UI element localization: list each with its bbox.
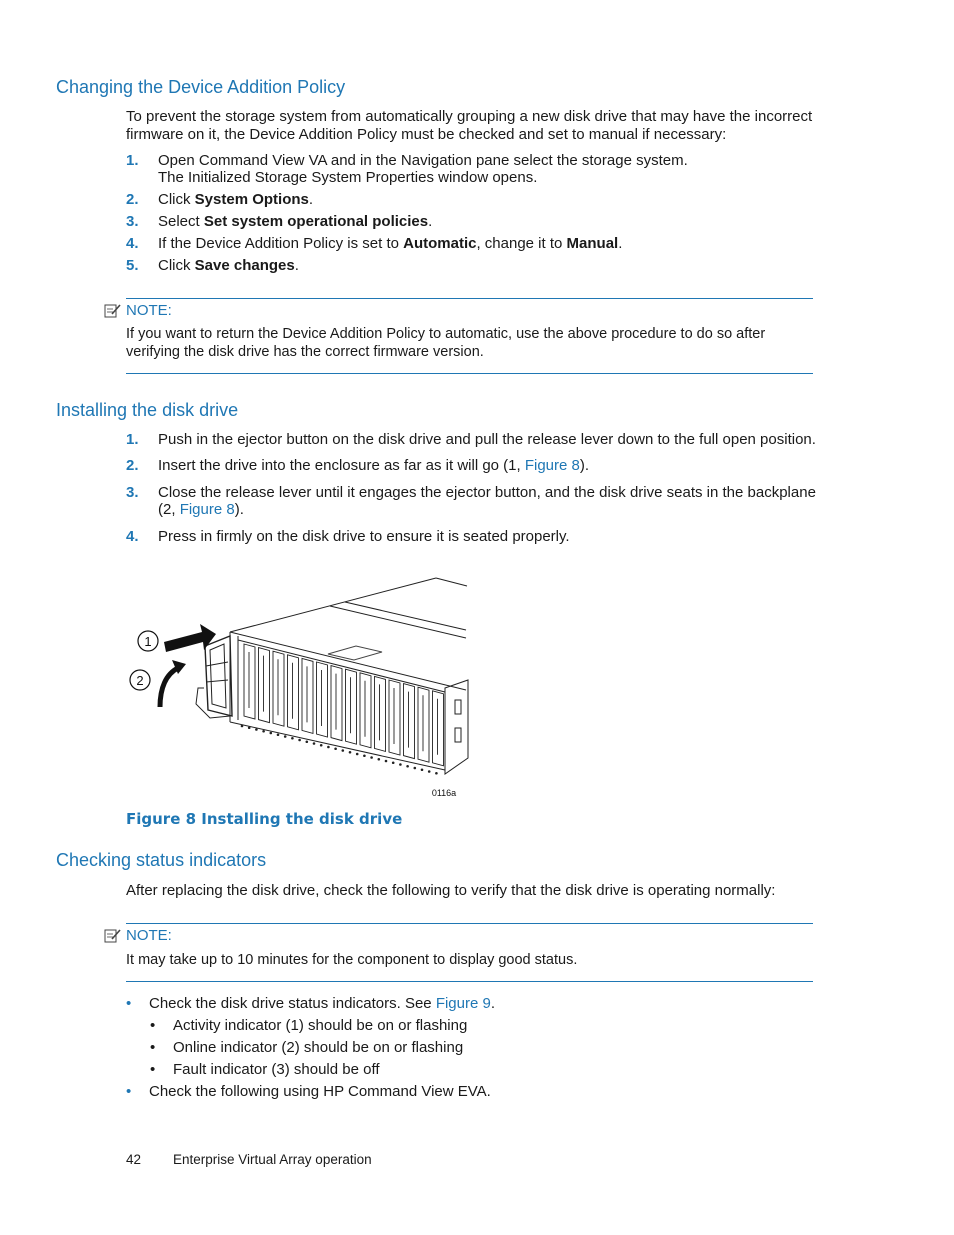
figure-8-link[interactable]: Figure 8 <box>524 457 580 474</box>
step-text-end: . <box>294 257 299 274</box>
bezel-vent <box>435 772 438 775</box>
step-text-cont: (2, <box>158 501 180 518</box>
drive-bay <box>259 648 270 723</box>
bezel-vent <box>342 749 345 752</box>
note-heading <box>104 302 172 319</box>
check-bullet-2 <box>126 1083 806 1101</box>
step-text: Insert the drive into the enclosure as far as it will go (1, <box>158 457 525 474</box>
step-number: 5. <box>126 257 139 274</box>
note-line2: verifying the disk drive has the correct firmware version. <box>126 344 484 360</box>
step-number: 2. <box>126 191 139 208</box>
install-step-4 <box>126 528 826 546</box>
disk-drive-enclosure-drawing <box>120 570 480 802</box>
drive-bay <box>288 655 299 730</box>
step-number: 4. <box>126 235 139 252</box>
sub-bullet-text: Activity indicator (1) should be on or flashing <box>173 1017 468 1034</box>
check-bullet-1 <box>126 995 806 1013</box>
figure-8-illustration <box>120 570 480 802</box>
note-label: NOTE: <box>126 302 172 319</box>
step-number: 3. <box>126 484 139 501</box>
bullet-text: Check the following using HP Command View EVA. <box>149 1083 491 1100</box>
bezel-vent <box>370 756 373 759</box>
step-number: 1. <box>126 152 139 169</box>
policy-step-2 <box>126 191 826 209</box>
bezel-vent <box>284 735 287 738</box>
note-pencil-icon <box>104 928 122 944</box>
bezel-vent <box>241 725 244 728</box>
bullet-text: Check the disk drive status indicators. See <box>149 995 436 1012</box>
step-text-end: ). <box>579 457 590 474</box>
step-text: Close the release lever until it engages the ejector button, and the disk drive seats in the backplane <box>158 484 816 501</box>
step-text: If the Device Addition Policy is set to <box>158 235 404 252</box>
drive-bay <box>375 676 386 751</box>
bullet-marker: • <box>126 995 132 1012</box>
drive-bay <box>244 644 255 719</box>
section-heading-installing: Installing the disk drive <box>56 400 239 420</box>
ui-term: Save changes <box>194 257 295 274</box>
page-number: 42 <box>126 1152 142 1167</box>
sub-bullet-fault <box>150 1061 650 1079</box>
sub-bullet-text: Online indicator (2) should be on or flashing <box>173 1039 464 1056</box>
step-number: 4. <box>126 528 139 545</box>
step-text: Push in the ejector button on the disk drive and pull the release lever down to the full open position. <box>158 431 816 448</box>
note-body <box>126 325 813 361</box>
step-text-end: . <box>308 191 314 208</box>
callout-2-label: 2 <box>136 673 144 688</box>
install-step-1 <box>126 431 826 449</box>
sub-bullet-marker: • <box>150 1017 156 1034</box>
bezel-vent <box>298 739 301 742</box>
bezel-vent <box>349 751 352 754</box>
step-result-text: The Initialized Storage System Properties window opens. <box>158 169 538 186</box>
bezel-vent <box>378 758 381 761</box>
step-text-end: . <box>618 235 623 252</box>
step-number: 3. <box>126 213 139 230</box>
section-heading-checking-status: Checking status indicators <box>56 850 267 870</box>
push-arrow-icon <box>164 624 216 652</box>
bezel-vent <box>262 730 265 733</box>
sub-bullet-marker: • <box>150 1061 156 1078</box>
policy-intro-line1: To prevent the storage system from automatically grouping a new disk drive that may have the incorrect <box>126 108 813 125</box>
figure-8-caption: Figure 8 Installing the disk drive <box>126 810 403 828</box>
note-pencil-icon <box>104 303 122 319</box>
drive-bay <box>404 684 415 759</box>
sub-bullet-text: Fault indicator (3) should be off <box>173 1061 380 1078</box>
bullet-text-end: . <box>490 995 496 1012</box>
drive-bay <box>389 680 400 755</box>
drive-bay <box>317 662 328 737</box>
bezel-vent <box>399 763 402 766</box>
drive-bay <box>346 669 357 744</box>
policy-step-3 <box>126 213 826 231</box>
ui-term: System Options <box>194 191 309 208</box>
drive-bay <box>302 658 313 733</box>
figure-8-link[interactable]: Figure 8 <box>179 501 235 518</box>
note-bottom-rule <box>126 373 813 374</box>
drive-bay <box>331 666 342 741</box>
install-step-2 <box>126 457 826 475</box>
note2-heading <box>104 927 172 944</box>
install-step-3 <box>126 484 826 520</box>
policy-step-5 <box>126 257 826 275</box>
sub-bullet-marker: • <box>150 1039 156 1056</box>
bezel-vent <box>385 760 388 763</box>
figure-image-id: 0116a <box>431 788 457 798</box>
step-text: Select <box>158 213 204 230</box>
bezel-vent <box>320 744 323 747</box>
note-label: NOTE: <box>126 927 172 944</box>
bezel-vent <box>306 740 309 743</box>
drive-bay <box>273 651 284 726</box>
step-text-end: ). <box>234 501 244 518</box>
bezel-vent <box>277 733 280 736</box>
drive-bay <box>418 687 429 762</box>
bezel-vent <box>363 754 366 757</box>
note2-bottom-rule <box>126 981 813 982</box>
step-number: 1. <box>126 431 139 448</box>
lever-arrow-icon <box>160 668 178 707</box>
policy-step-1 <box>126 152 826 188</box>
step-text-mid: , change it to <box>476 235 567 252</box>
bezel-vent <box>270 732 273 735</box>
step-number: 2. <box>126 457 139 474</box>
note2-top-rule <box>126 923 813 924</box>
ui-term: Set system operational policies <box>203 213 429 230</box>
policy-step-4 <box>126 235 826 253</box>
callout-1-label: 1 <box>144 634 152 649</box>
step-text: Click <box>158 257 195 274</box>
note-line1: If you want to return the Device Addition Policy to automatic, use the above procedure to do so after <box>126 326 766 342</box>
sub-bullet-activity <box>150 1017 650 1035</box>
step-text: Click <box>158 191 195 208</box>
step-text: Press in firmly on the disk drive to ensure it is seated properly. <box>158 528 570 545</box>
checking-intro: After replacing the disk drive, check the following to verify that the disk drive is operating normally: <box>126 882 776 899</box>
drive-bay <box>433 691 444 766</box>
bezel-vent <box>327 746 330 749</box>
footer-title: Enterprise Virtual Array operation <box>173 1152 372 1167</box>
step-text: Open Command View VA and in the Navigation pane select the storage system. <box>158 152 688 169</box>
ui-term: Manual <box>566 235 619 252</box>
bezel-vent <box>313 742 316 745</box>
policy-intro <box>126 108 826 144</box>
bullet-marker: • <box>126 1083 132 1100</box>
bezel-vent <box>414 767 417 770</box>
figure-9-link[interactable]: Figure 9 <box>435 995 491 1012</box>
ui-term: Automatic <box>403 235 477 252</box>
policy-intro-line2: firmware on it, the Device Addition Policy must be checked and set to manual if necessary: <box>126 126 727 143</box>
bezel-vent <box>291 737 294 740</box>
bezel-vent <box>392 761 395 764</box>
drive-bay <box>360 673 371 748</box>
bezel-vent <box>406 765 409 768</box>
step-text-end: . <box>428 213 433 230</box>
section-heading-device-addition-policy: Changing the Device Addition Policy <box>56 77 346 97</box>
bezel-vent <box>248 726 251 729</box>
note2-body: It may take up to 10 minutes for the component to display good status. <box>126 952 578 968</box>
bezel-vent <box>255 728 258 731</box>
sub-bullet-online <box>150 1039 650 1057</box>
note-top-rule <box>126 298 813 299</box>
bezel-vent <box>356 753 359 756</box>
bezel-vent <box>334 747 337 750</box>
bezel-vent <box>428 770 431 773</box>
bezel-vent <box>421 768 424 771</box>
